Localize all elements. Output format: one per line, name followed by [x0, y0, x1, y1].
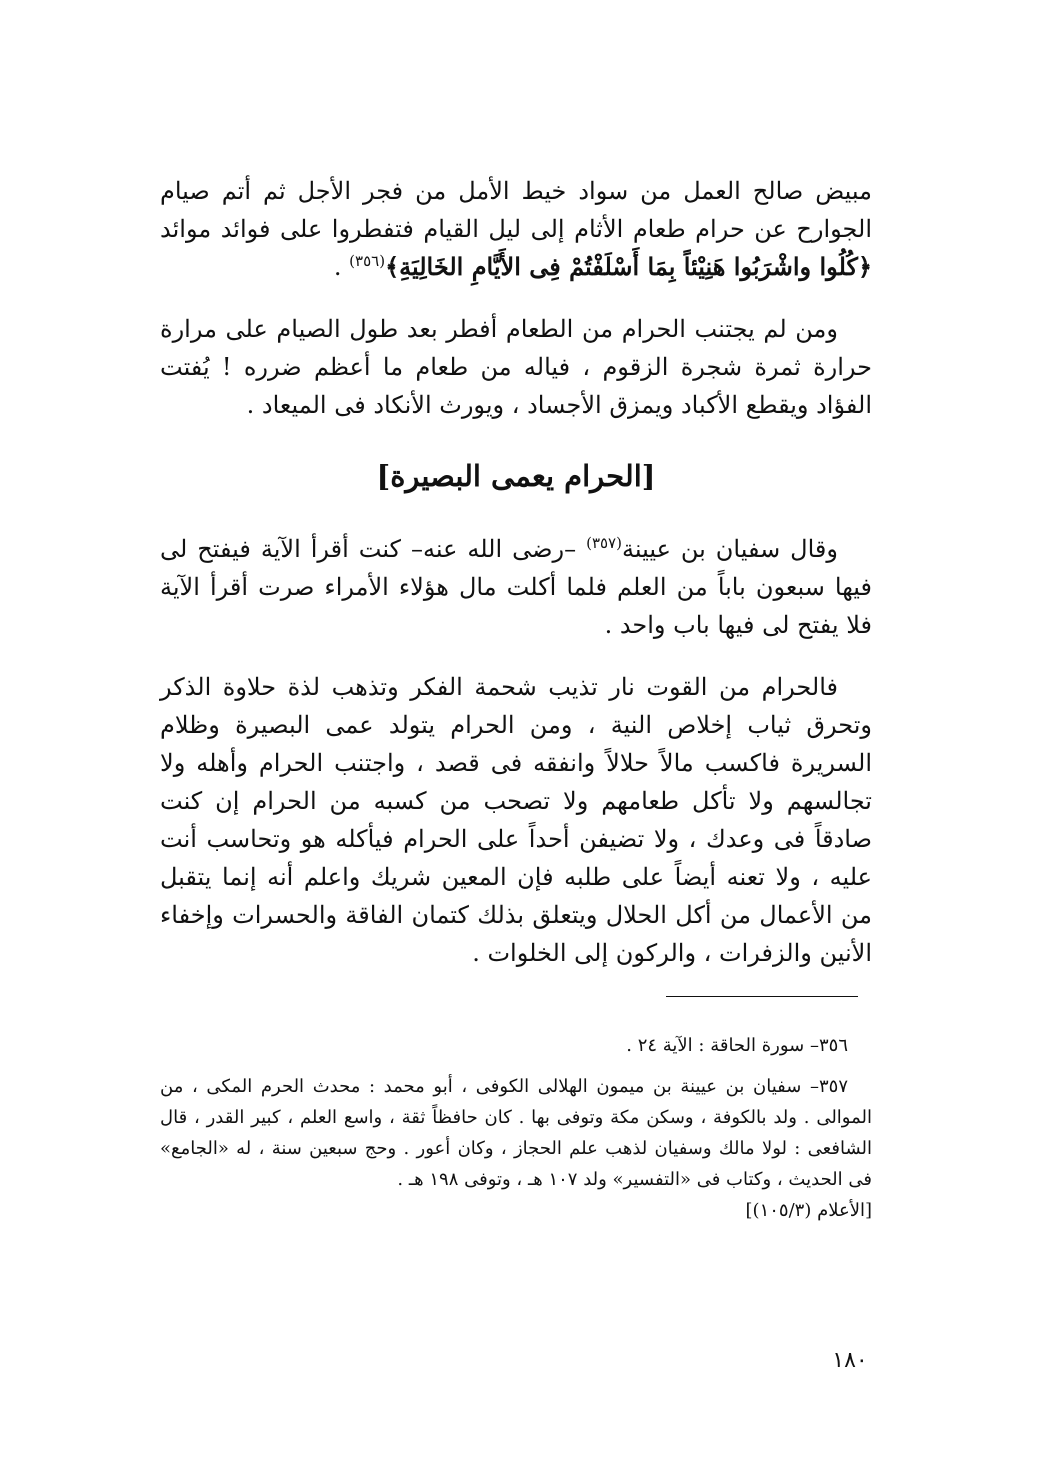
footnote-357 — [160, 1071, 872, 1226]
footnote-356-text: ٣٥٦– سورة الحاقة : الآية ٢٤ . — [626, 1035, 848, 1056]
footnote-ref-356[interactable]: (٣٥٦) — [349, 252, 386, 270]
paragraph-1-end: . — [333, 253, 350, 281]
paragraph-2: ومن لم يجتنب الحرام من الطعام أفطر بعد طول الصيام على مرارة حرارة ثمرة شجرة الزقوم ، فياله من طعام ما أعظم ضرره ! يُفتت الفؤاد ويقطع الأكباد ويمزق الأجساد ، ويورث الأنكاد فى الميعاد . — [160, 315, 872, 419]
paragraph-1 — [160, 172, 872, 286]
footnote-357-text: ٣٥٧– سفيان بن عيينة بن ميمون الهلالى الكوفى ، أبو محمد : محدث الحرم المكى ، من الموالى . ولد بالكوفة ، وسكن مكة وتوفى بها . كان حافظاً ثقة ، واسع العلم ، كبير القدر ، قال الشافعى : لولا مالك وسفيان لذهب علم الحجاز ، وكان أعور . وحج سبعين سنة ، له «الجامع» فى الحديث ، وكتاب فى «التفسير» ولد ١٠٧ هـ ، وتوفى ١٩٨ هـ . — [160, 1076, 872, 1190]
paragraph-1-text: مبيض صالح العمل من سواد خيط الأمل من فجر الأجل ثم أتم صيام الجوارح عن حرام طعام الأثام إلى ليل القيام فتفطروا على فوائد موائد — [160, 177, 872, 243]
footnote-ref-357[interactable]: (٣٥٧) — [586, 534, 622, 552]
paragraph-3-before: وقال سفيان بن عيينة — [621, 535, 838, 563]
page-number: ١٨٠ — [832, 1348, 868, 1373]
footnote-divider — [666, 996, 858, 997]
paragraph-3-after: –رضى الله عنه– كنت أقرأ الآية فيفتح لى فيها سبعون باباً من العلم فلما أكلت مال هؤلاء الأمراء صرت أقرأ الآية فلا يفتح لى فيها باب واحد . — [160, 535, 872, 639]
section-heading: [الحرام يعمى البصيرة] — [376, 459, 656, 493]
footnote-356 — [160, 1030, 872, 1061]
footnote-357-source: [الأعلام (١٠٥/٣)] — [745, 1200, 872, 1221]
paragraph-3 — [160, 530, 872, 644]
quran-verse: ﴿كُلُوا واشْرَبُوا هَنِيْئاً بِمَا أَسْلَفْتُمْ فِى الأَيَّامِ الخَالِيَةِ﴾ — [385, 252, 872, 281]
main-text — [160, 172, 872, 996]
paragraph-4: فالحرام من القوت نار تذيب شحمة الفكر وتذهب لذة حلاوة الذكر وتحرق ثياب إخلاص النية ، ومن الحرام يتولد عمى البصيرة وظلام السريرة فاكسب مالاً حلالاً وانفقه فى قصد ، واجتنب الحرام وأهله ولا تجالسهم ولا تأكل طعامهم ولا تصحب من كسبه من الحرام إن كنت صادقاً فى وعدك ، ولا تضيفن أحداً على الحرام فيأكله هو وتحاسب أنت عليه ، ولا تعنه أيضاً على طلبه فإن المعين شريك واعلم أنه إنما يتقبل من الأعمال من أكل الحلال ويتعلق بذلك كتمان الفاقة والحسرات وإخفاء الأنين والزفرات ، والركون إلى الخلوات . — [160, 673, 873, 967]
footnotes — [160, 1030, 872, 1236]
